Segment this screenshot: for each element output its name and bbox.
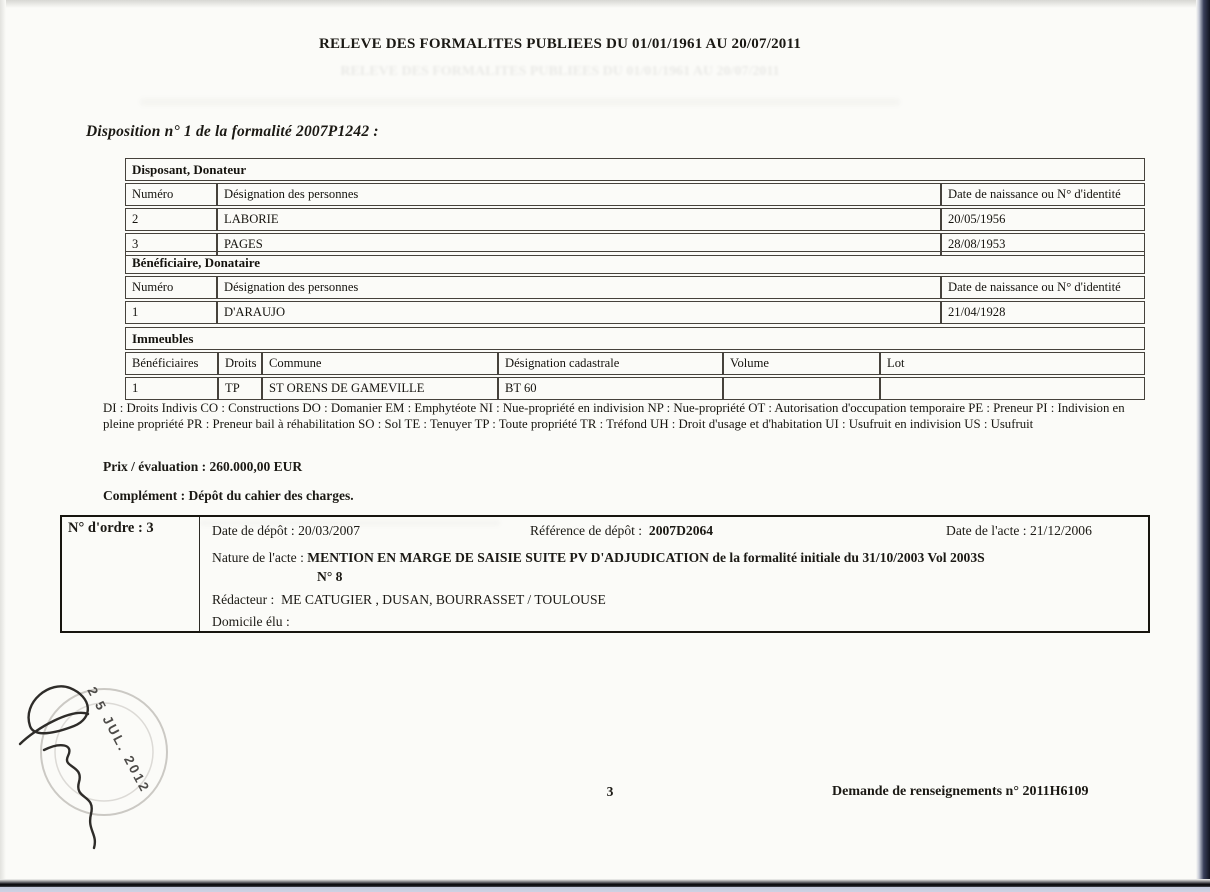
cell-beneficiaires: 1	[125, 377, 218, 400]
col-designation-cadastrale: Désignation cadastrale	[498, 352, 723, 375]
redacteur-line	[212, 592, 606, 608]
col-numero: Numéro	[125, 276, 217, 299]
page-number: 3	[606, 784, 614, 799]
acte-nature-value: MENTION EN MARGE DE SAISIE SUITE PV D'ADJUDICATION	[307, 550, 710, 565]
section-title: Bénéficiaire, Donataire	[125, 251, 1145, 274]
bleed-through-title: RELEVE DES FORMALITES PUBLIEES DU 01/01/1961 AU 20/07/2011	[340, 64, 780, 79]
cell-date: 20/05/1956	[941, 208, 1145, 231]
table-row	[125, 301, 1145, 324]
scan-smudge	[140, 98, 900, 106]
table-disposant-donateur	[125, 156, 1145, 258]
col-volume: Volume	[723, 352, 880, 375]
acte-nature-label: Nature de l'acte :	[212, 550, 304, 565]
depot-reference-label: Référence de dépôt :	[530, 523, 643, 538]
col-numero: Numéro	[125, 183, 217, 206]
redacteur-value: ME CATUGIER , DUSAN, BOURRASSET / TOULOUSE	[281, 592, 606, 607]
col-lot: Lot	[880, 352, 1145, 375]
scan-edge-top	[0, 0, 1210, 8]
col-commune: Commune	[262, 352, 498, 375]
depot-reference-value: 2007D2064	[648, 523, 714, 538]
acte-nature-continuation: N° 8	[317, 569, 343, 584]
date-stamp	[14, 668, 184, 868]
col-designation: Désignation des personnes	[217, 276, 941, 299]
col-droits: Droits	[218, 352, 262, 375]
redacteur-label: Rédacteur :	[212, 592, 275, 607]
depot-reference	[530, 523, 713, 539]
cell-designation: D'ARAUJO	[217, 301, 941, 324]
col-beneficiaires: Bénéficiaires	[125, 352, 218, 375]
col-date-naissance: Date de naissance ou N° d'identité	[941, 276, 1145, 299]
table-beneficiaire-donataire	[125, 249, 1145, 326]
cell-date: 21/04/1928	[941, 301, 1145, 324]
stamp-date-text: 2 5 JUL. 2012	[84, 684, 154, 796]
acte-nature-suffix: de la formalité initiale du 31/10/2003 Vol 2003S	[712, 550, 985, 565]
table-immeubles	[125, 325, 1145, 402]
table-row	[125, 208, 1145, 231]
section-title: Immeubles	[125, 327, 1145, 350]
price-evaluation-line: Prix / évaluation : 260.000,00 EUR	[103, 459, 303, 474]
complement-line: Complément : Dépôt du cahier des charges.	[103, 488, 354, 503]
acte-nature	[212, 550, 985, 566]
col-designation: Désignation des personnes	[217, 183, 941, 206]
domicile-elu-label: Domicile élu :	[212, 614, 290, 629]
document-title: RELEVE DES FORMALITES PUBLIEES DU 01/01/1961 AU 20/07/2011	[318, 36, 802, 52]
table-row	[125, 377, 1145, 400]
scan-edge-left	[0, 0, 6, 892]
scan-edge-bottom	[0, 879, 1210, 892]
cell-date: 28/08/1953	[941, 233, 1145, 256]
order-box	[60, 515, 1150, 633]
cell-numero: 1	[125, 301, 217, 324]
col-date-naissance: Date de naissance ou N° d'identité	[941, 183, 1145, 206]
scan-edge-right	[1196, 0, 1210, 892]
table-header-row	[125, 352, 1145, 375]
rights-codes-legend: DI : Droits Indivis CO : Constructions DO : Domanier EM : Emphytéote NI : Nue-propriété en indivision NP : Nue-propriété OT : Autorisation d'occupation temporaire PE : Preneur PI : Indivision en pleine propriété PR : Preneur bail à réhabilitation SO : Sol TE : Tenuyer TP : Toute propriété TR : Tréfond UH : Droit d'usage et d'habitation UI : Usufruit en indivision US : Usufruit	[103, 401, 1125, 431]
cell-droits: TP	[218, 377, 262, 400]
disposition-heading: Disposition n° 1 de la formalité 2007P1242 :	[86, 123, 379, 140]
order-number-label: N° d'ordre : 3	[62, 517, 200, 631]
table-header-row	[125, 183, 1145, 206]
acte-date: Date de l'acte : 21/12/2006	[946, 523, 1092, 538]
cell-volume	[723, 377, 880, 400]
request-reference: Demande de renseignements n° 2011H6109	[832, 784, 1089, 799]
cell-designation: PAGES	[217, 233, 941, 256]
cell-numero: 2	[125, 208, 217, 231]
cell-commune: ST ORENS DE GAMEVILLE	[262, 377, 498, 400]
cell-designation-cadastrale: BT 60	[498, 377, 723, 400]
section-title: Disposant, Donateur	[125, 158, 1145, 181]
cell-numero: 3	[125, 233, 217, 256]
depot-date: Date de dépôt : 20/03/2007	[212, 523, 360, 538]
cell-lot	[880, 377, 1145, 400]
cell-designation: LABORIE	[217, 208, 941, 231]
table-header-row	[125, 276, 1145, 299]
